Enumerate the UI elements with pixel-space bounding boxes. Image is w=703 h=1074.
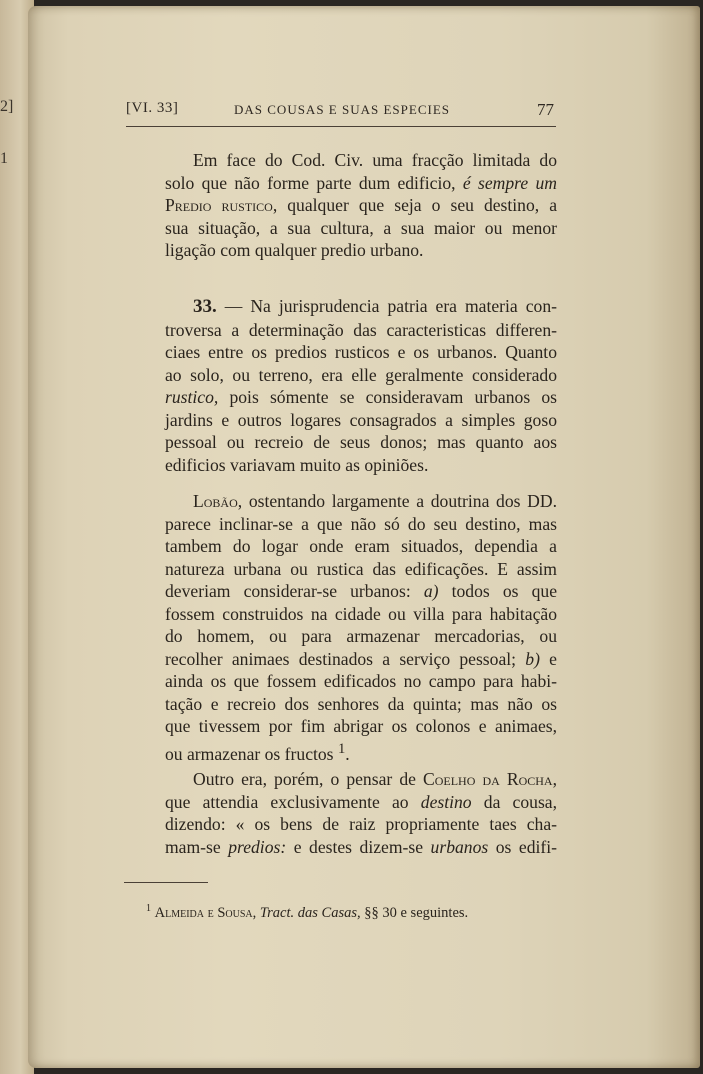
text-line: ainda os que fossem edificados no campo para habi-	[165, 671, 557, 691]
text-line: deveriam considerar-se urbanos: a) todos os que	[165, 581, 558, 601]
paragraph-4	[165, 768, 557, 858]
section-reference: [VI. 33]	[126, 100, 179, 116]
footnote-author: Almeida e Sousa	[154, 904, 253, 921]
text-line: ou armazenar os fructos $^1$.	[165, 740, 350, 764]
page-number: 77	[537, 100, 554, 119]
text-line: ao solo, ou terreno, era elle geralmente considerado	[165, 364, 557, 385]
text-line: dizendo: « os bens de raiz propriamente taes cha-	[165, 814, 557, 834]
text-line: ciaes entre os predios rusticos e os urbanos. Quanto	[165, 342, 557, 362]
header-rule	[126, 126, 556, 127]
text-line: tação e recreio dos senhores da quinta; mas não os	[165, 693, 557, 714]
text-line: troversa a determinação das caracteristicas differen-	[165, 319, 557, 340]
text-line: edificios variavam muito as opiniões.	[165, 454, 429, 475]
footnote-mark: 1	[146, 903, 151, 914]
text-line: parece inclinar-se a que não só do seu destino, mas	[165, 513, 557, 534]
text-line: pessoal ou recreio de seus donos; mas quanto aos	[165, 432, 557, 452]
author-name: Coelho da Rocha	[423, 769, 553, 789]
footnote-title: Tract. das Casas,	[259, 904, 361, 921]
text-line: ligação com qualquer predio urbano.	[165, 240, 424, 260]
text-line: solo que não forme parte dum edificio, é sempre um	[165, 172, 557, 193]
text-line: Outro era, porém, o pensar de Coelho da Rocha,	[193, 769, 558, 789]
section-number: 33.	[193, 296, 217, 317]
previous-page-fragment: 1	[0, 150, 8, 167]
text-line: natureza urbana ou rustica das edificações. E assim	[165, 558, 557, 579]
text-line: rustico, pois sómente se consideravam urbanos os	[165, 387, 557, 407]
text-line: sua situação, a sua cultura, a sua maior ou menor	[165, 217, 557, 238]
text-line: Lobão, ostentando largamente a doutrina dos DD.	[193, 491, 557, 511]
footnote: $^1$ Almeida e Sousa, Tract. das Casas, §§ 30 e seguintes.	[146, 903, 469, 921]
footnote-reference: 1	[337, 740, 346, 757]
text-line: Predio rustico, qualquer que seja o seu destino, a	[165, 195, 558, 215]
paragraph-2	[165, 295, 557, 476]
previous-page-fragment: 2]	[0, 98, 14, 115]
text-line: do homem, ou para armazenar mercadorias, ou	[165, 626, 557, 646]
text-line: que tivessem por fim abrigar os colonos e animaes,	[165, 716, 557, 736]
text-line: recolher animaes destinados a serviço pessoal; b) e	[165, 648, 557, 669]
text-line: que attendia exclusivamente ao destino da cousa,	[165, 791, 557, 812]
paragraph-3	[165, 490, 557, 765]
text-line: Em face do Cod. Civ. uma fracção limitada do	[193, 150, 557, 170]
text-line: jardins e outros logares consagrados a simples goso	[165, 409, 557, 430]
text-line: 33. — Na jurisprudencia patria era materia con-	[193, 296, 557, 317]
text-line: fossem construidos na cidade ou villa para habitação	[165, 603, 557, 624]
running-title: DAS COUSAS E SUAS ESPECIES	[234, 102, 450, 117]
page-header	[126, 100, 556, 122]
footnote-ref: §§ 30 e seguintes.	[360, 904, 469, 921]
text-line: mam-se predios: e destes dizem-se urbanos os edifi-	[165, 836, 557, 857]
paragraph-1	[165, 149, 557, 262]
text-line: tambem do logar onde eram situados, dependia a	[165, 536, 557, 556]
footnote-rule	[124, 882, 208, 883]
author-name: Lobão	[193, 491, 238, 511]
